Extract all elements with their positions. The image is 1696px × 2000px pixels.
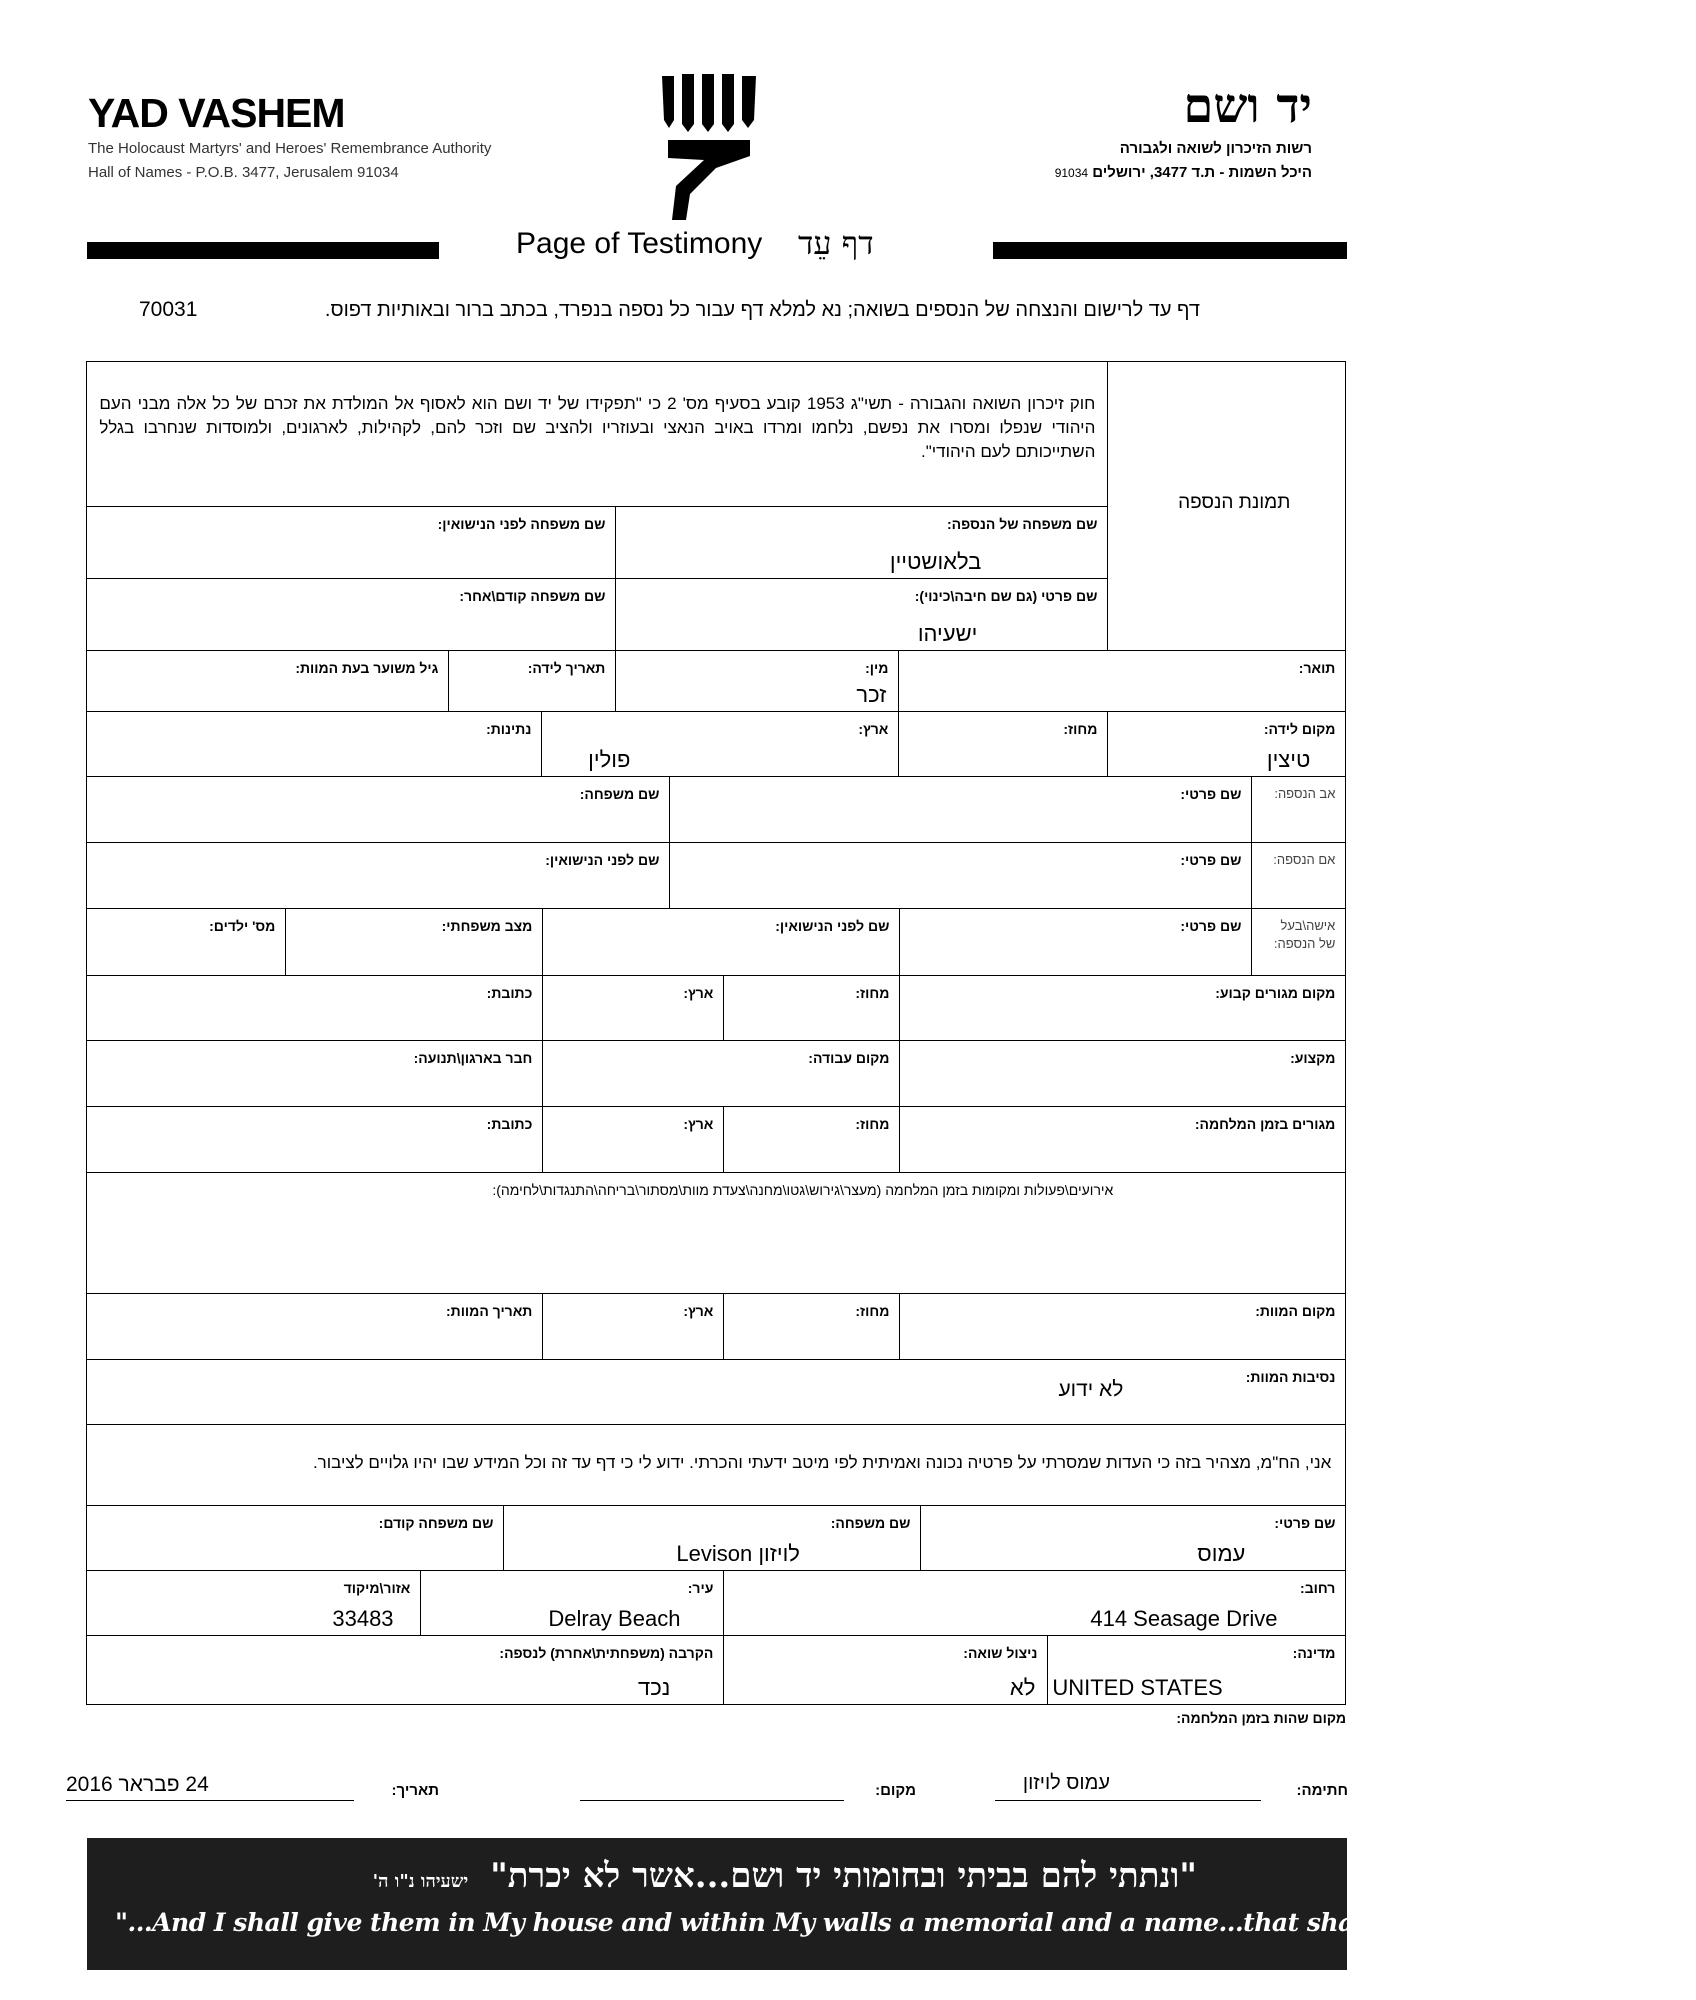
submitter-first-name-field[interactable]: שם פרטי: עמוס <box>920 1505 1346 1571</box>
father-row-label: אב הנספה: <box>1251 776 1346 843</box>
submitter-country-value: UNITED STATES <box>1052 1675 1223 1701</box>
submitter-first-name-value: עמוס <box>1197 1541 1246 1567</box>
submitter-survivor-field[interactable]: ניצול שואה: לא <box>723 1635 1048 1705</box>
brand-name-he: יד ושם <box>1183 78 1312 134</box>
victim-age-field[interactable]: גיל משוער בעת המוות: <box>86 650 449 712</box>
submitter-street-value: 414 Seasage Drive <box>1090 1606 1278 1632</box>
brand-subtitle-1: The Holocaust Martyrs' and Heroes' Remembrance Authority <box>88 140 492 157</box>
residence-district-field[interactable]: מחוז: <box>723 975 900 1041</box>
workplace-field[interactable]: מקום עבודה: <box>542 1040 900 1107</box>
victim-first-name-value: ישעיהו <box>917 621 978 647</box>
form-instructions: דף עד לרישום והנצחה של הנספים בשואה; נא למלא דף עבור כל נספה בנפרד, בכתב ברור ובאותיות דפוס. <box>324 299 1200 321</box>
submitter-relation-field[interactable]: הקרבה (משפחתית\אחרת) לנספה: נכד <box>86 1635 724 1705</box>
victim-title-field[interactable]: תואר: <box>898 650 1346 712</box>
war-district-field[interactable]: מחוז: <box>723 1106 900 1173</box>
submitter-zip-value: 33483 <box>332 1606 394 1632</box>
verse-banner <box>87 1838 1696 1970</box>
submitter-city-field[interactable]: עיר: Delray Beach <box>420 1570 724 1636</box>
marital-status-field[interactable]: מצב משפחתי: <box>285 908 543 976</box>
signature-value: עמוס לויזון <box>1022 1772 1110 1794</box>
brand-name: YAD VASHEM <box>88 90 345 136</box>
place-label: מקום: <box>875 1782 916 1799</box>
submitter-relation-value: נכד <box>638 1675 671 1701</box>
spouse-first-name-field[interactable]: שם פרטי: <box>899 908 1252 976</box>
submitter-survivor-value: לא <box>1009 1675 1036 1701</box>
verse-hebrew-ref: ישעיהו נ"ו ה' <box>372 1871 469 1892</box>
victim-last-name-field[interactable]: שם משפחה של הנספה: בלאושטיין <box>615 506 1108 579</box>
death-circumstances-field[interactable]: נסיבות המוות: לא ידוע <box>86 1359 1346 1425</box>
victim-dob-field[interactable]: תאריך לידה: <box>448 650 616 712</box>
spouse-row-label: אישה\בעל של הנספה: <box>1251 908 1346 976</box>
residence-country-field[interactable]: ארץ: <box>542 975 724 1041</box>
death-date-field[interactable]: תאריך המוות: <box>86 1293 543 1360</box>
page-title-he: דף עֵד <box>798 224 874 262</box>
brand-subtitle-he-1: רשות הזיכרון לשואה ולגבורה <box>1119 140 1312 157</box>
date-value: 24 פבראר 2016 <box>66 1773 209 1796</box>
victim-birth-district-field[interactable]: מחוז: <box>898 711 1108 777</box>
victim-prev-name-field[interactable]: שם משפחה קודם\אחר: <box>86 578 616 651</box>
war-events-field[interactable]: אירועים\פעולות ומקומות בזמן המלחמה (מעצר\גירוש\גטו\מחנה\צעדת מוות\מסתור\בריחה\התנגדות\לחימה): <box>86 1172 1346 1294</box>
profession-field[interactable]: מקצוע: <box>899 1040 1346 1107</box>
signature-label: חתימה: <box>1296 1782 1348 1799</box>
spouse-maiden-name-field[interactable]: שם לפני הנישואין: <box>542 908 900 976</box>
submitter-street-field[interactable]: רחוב: 414 Seasage Drive <box>723 1570 1346 1636</box>
war-country-field[interactable]: ארץ: <box>542 1106 724 1173</box>
organization-member-field[interactable]: חבר בארגון\תנועה: <box>86 1040 543 1107</box>
photo-label: תמונת הנספה <box>1178 492 1291 514</box>
submitter-last-name-value: Levison לויזון <box>676 1541 800 1567</box>
declaration-box <box>86 1424 1346 1506</box>
submitter-prev-name-field[interactable]: שם משפחה קודם: <box>86 1505 504 1571</box>
war-residence-field[interactable]: מגורים בזמן המלחמה: <box>899 1106 1346 1173</box>
war-address-field[interactable]: כתובת: <box>86 1106 543 1173</box>
victim-birth-country-value: פולין <box>588 747 631 773</box>
father-first-name-field[interactable]: שם פרטי: <box>669 776 1252 843</box>
children-count-field[interactable]: מס' ילדים: <box>86 908 286 976</box>
permanent-residence-field[interactable]: מקום מגורים קבוע: <box>899 975 1346 1041</box>
death-district-field[interactable]: מחוז: <box>723 1293 900 1360</box>
header-bar-right <box>993 242 1347 259</box>
death-circumstances-value: לא ידוע <box>1058 1378 1124 1402</box>
submitter-last-name-field[interactable]: שם משפחה: Levison לויזון <box>503 1505 921 1571</box>
law-text: חוק זיכרון השואה והגבורה - תשי"ג 1953 קובע בסעיף מס' 2 כי "תפקידו של יד ושם הוא לאסוף אל המולדת את זכרם של כל אלה מבני העם היהודי שנפלו ומסרו את נפשם, נלחמו ומרדו באויב הנאצי ובעוזריו ולהציב שם וזכר להם, לקהילות, לארגונים, ולמוסדות שנחרבו בגלל השתייכותם לעם היהודי". <box>99 394 1096 462</box>
yad-vashem-logo-icon <box>660 74 760 222</box>
mother-row-label: אם הנספה: <box>1251 842 1346 909</box>
date-label: תאריך: <box>391 1782 439 1799</box>
brand-subtitle-he-2: היכל השמות - ת.ד 3477, ירושלים 91034 <box>1054 164 1312 181</box>
submitter-city-value: Delray Beach <box>548 1606 681 1632</box>
signature-line[interactable] <box>995 1800 1261 1801</box>
victim-last-name-value: בלאושטיין <box>889 549 982 575</box>
father-last-name-field[interactable]: שם משפחה: <box>86 776 670 843</box>
verse-english: "...And I shall give them in My house and within My walls a memorial and a name...that shall not be cut off" Isaiah 56:5 <box>115 1908 1696 1937</box>
mother-first-name-field[interactable]: שם פרטי: <box>669 842 1252 909</box>
victim-photo-box[interactable] <box>1107 361 1346 651</box>
brand-subtitle-2: Hall of Names - P.O.B. 3477, Jerusalem 91034 <box>88 164 399 181</box>
verse-hebrew: "ונתתי להם בביתי ובחומותי יד ושם...אשר לא יכרת" ישעיהו נ"ו ה' <box>372 1856 1197 1896</box>
death-place-field[interactable]: מקום המוות: <box>899 1293 1346 1360</box>
mother-maiden-name-field[interactable]: שם לפני הנישואין: <box>86 842 670 909</box>
victim-birthplace-field[interactable]: מקום לידה: טיצין <box>1107 711 1346 777</box>
place-line[interactable] <box>580 1800 844 1801</box>
declaration-text: אני, הח"מ, מצהיר בזה כי העדות שמסרתי על פרטיה נכונה ואמיתית לפי מיטב ידעתי והכרתי. ידוע לי כי דף עד זה וכל המידע שבו יהיו גלויים לציבור. <box>312 1453 1332 1473</box>
victim-maiden-name-field[interactable]: שם משפחה לפני הנישואין: <box>86 506 616 579</box>
victim-birth-country-field[interactable]: ארץ: פולין <box>541 711 899 777</box>
war-location-note: מקום שהות בזמן המלחמה: <box>1176 1710 1346 1726</box>
form-number: 70031 <box>139 298 198 321</box>
victim-gender-value: זכר <box>856 682 887 708</box>
submitter-country-field[interactable]: מדינה: UNITED STATES <box>1047 1635 1346 1705</box>
death-country-field[interactable]: ארץ: <box>542 1293 724 1360</box>
victim-first-name-field[interactable]: שם פרטי (גם שם חיבה\כינוי): ישעיהו <box>615 578 1108 651</box>
law-box <box>86 361 1108 507</box>
residence-address-field[interactable]: כתובת: <box>86 975 543 1041</box>
header-bar-left <box>87 242 439 259</box>
submitter-zip-field[interactable]: אזור\מיקוד 33483 <box>86 1570 421 1636</box>
page-title: Page of Testimony <box>516 227 763 260</box>
verse-english-ref: Isaiah 56:5 <box>1588 1915 1696 1936</box>
date-line[interactable] <box>66 1800 354 1801</box>
victim-nationality-field[interactable]: נתינות: <box>86 711 542 777</box>
victim-birthplace-value: טיצין <box>1266 747 1311 773</box>
victim-gender-field[interactable]: מין: זכר <box>615 650 899 712</box>
